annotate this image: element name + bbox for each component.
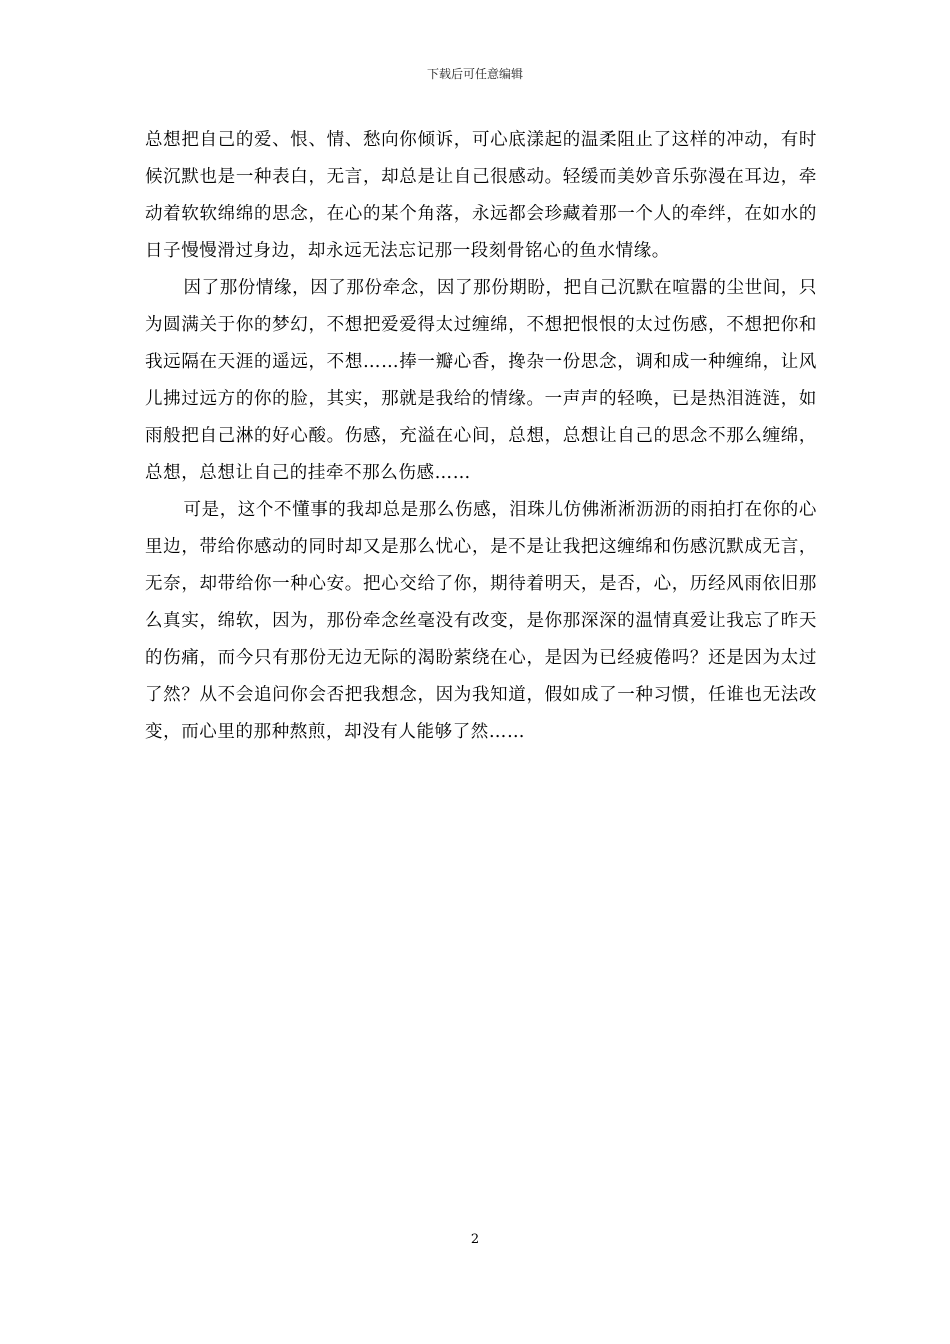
document-body (145, 122, 817, 751)
paragraph-3: 可是，这个不懂事的我却总是那么伤感，泪珠儿仿佛淅淅沥沥的雨拍打在你的心里边，带给你感动的同时却又是那么忧心，是不是让我把这缠绵和伤感沉默成无言，无奈，却带给你一种心安。把心交给了你，期待着明天，是否，心，历经风雨依旧那么真实，绵软，因为，那份牵念丝毫没有改变，是你那深深的温情真爱让我忘了昨天的伤痛，而今只有那份无边无际的渴盼萦绕在心，是因为已经疲倦吗？还是因为太过了然？从不会追问你会否把我想念，因为我知道，假如成了一种习惯，任谁也无法改变，而心里的那种熬煎，却没有人能够了然…… (145, 500, 817, 742)
page-number: 2 (470, 1232, 480, 1247)
page-header: 下载后可任意编辑 (426, 67, 523, 81)
paragraph-2: 因了那份情缘，因了那份牵念，因了那份期盼，把自己沉默在喧嚣的尘世间，只为圆满关于你的梦幻，不想把爱爱得太过缠绵，不想把恨恨的太过伤感，不想把你和我远隔在天涯的遥远，不想……捧一瓣心香，搀杂一份思念，调和成一种缠绵，让风儿拂过远方的你的脸，其实，那就是我给的情缘。一声声的轻唤，已是热泪涟涟，如雨般把自己淋的好心酸。伤感，充溢在心间，总想，总想让自己的思念不那么缠绵，总想，总想让自己的挂牵不那么伤感…… (145, 278, 817, 483)
paragraph-1: 总想把自己的爱、恨、情、愁向你倾诉，可心底漾起的温柔阻止了这样的冲动，有时候沉默也是一种表白，无言，却总是让自己很感动。轻缓而美妙音乐弥漫在耳边，牵动着软软绵绵的思念，在心的某个角落，永远都会珍藏着那一个人的牵绊，在如水的日子慢慢滑过身边，却永远无法忘记那一段刻骨铭心的鱼水情缘。 (145, 130, 817, 261)
